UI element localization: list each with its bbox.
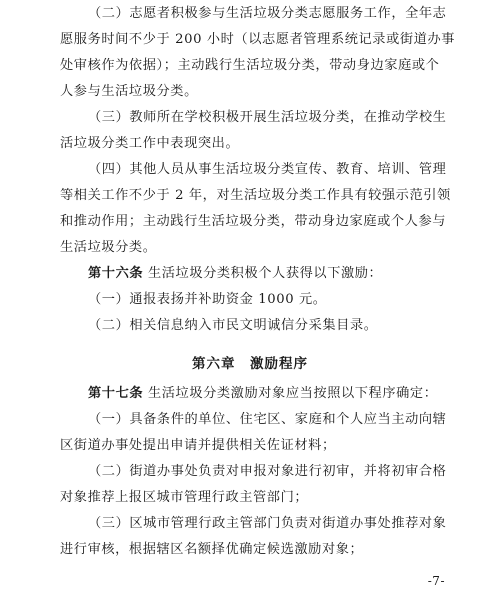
paragraph-line: 进行审核，根据辖区名额择优确定候选激励对象； [60, 542, 364, 557]
paragraph-line: （三）教师所在学校积极开展生活垃圾分类，在推动学校生 [88, 110, 447, 125]
paragraph-line: 活垃圾分类工作中表现突出。 [60, 136, 240, 151]
paragraph-line: （三）区城市管理行政主管部门负责对街道办事处推荐对象 [88, 516, 447, 531]
paragraph-line: 人参与生活垃圾分类。 [60, 84, 198, 99]
article-text: 生活垃圾分类激励对象应当按照以下程序确定： [147, 386, 438, 401]
article-label: 第十七条 [88, 386, 144, 401]
paragraph-line: 等相关工作不少于 2 年，对生活垃圾分类工作具有较强示范引领 [60, 188, 451, 203]
page-number: -7- [427, 574, 445, 588]
paragraph-line: （二）志愿者积极参与生活垃圾分类志愿服务工作，全年志 [88, 6, 447, 21]
list-item: （二）相关信息纳入市民文明诚信分采集目录。 [88, 318, 378, 333]
paragraph-line: 处审核作为依据）；主动践行生活垃圾分类，带动身边家庭或个 [60, 58, 440, 73]
paragraph-line: 对象推荐上报区城市管理行政主管部门； [60, 490, 309, 505]
article-17-heading-line [88, 384, 470, 404]
paragraph-line: 区街道办事处提出申请并提供相关佐证材料； [60, 438, 336, 453]
chapter-heading: 第六章 激励程序 [192, 356, 308, 372]
article-label: 第十六条 [88, 266, 144, 281]
paragraph-line: 生活垃圾分类。 [60, 240, 157, 255]
paragraph-line: 愿服务时间不少于 200 小时（以志愿者管理系统记录或街道办事 [60, 32, 456, 47]
paragraph-line: 和推动作用；主动践行生活垃圾分类，带动身边家庭或个人参与 [60, 214, 447, 229]
article-text: 生活垃圾分类积极个人获得以下激励： [147, 266, 383, 281]
paragraph-line: （二）街道办事处负责对申报对象进行初审，并将初审合格 [88, 464, 447, 479]
article-16-heading-line [88, 264, 470, 284]
paragraph-line: （四）其他人员从事生活垃圾分类宣传、教育、培训、管理 [88, 162, 447, 177]
paragraph-line: （一）具备条件的单位、住宅区、家庭和个人应当主动向辖 [88, 412, 447, 427]
list-item: （一）通报表扬并补助资金 1000 元。 [88, 292, 327, 307]
